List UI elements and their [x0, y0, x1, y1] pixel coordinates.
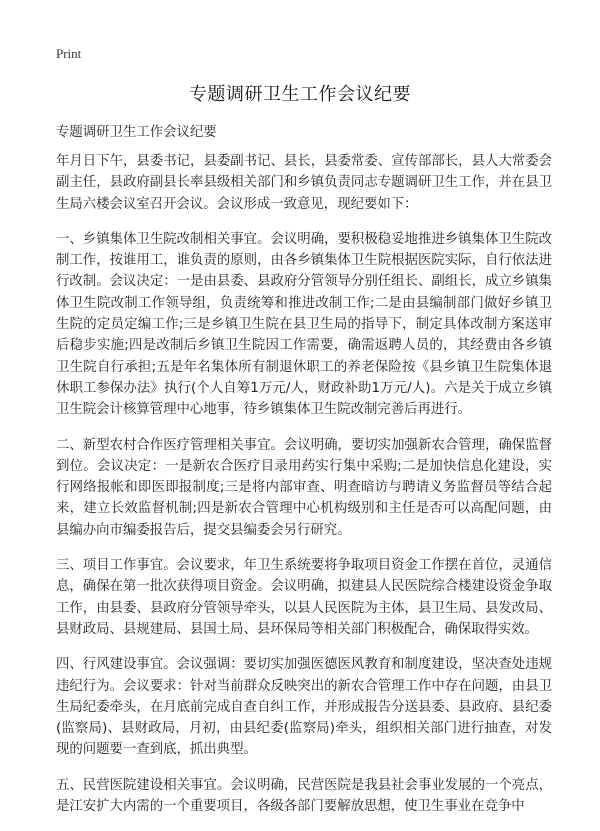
paragraph-section-2: 二、新型农村合作医疗管理相关事宜。会议明确，要切实加强新农合管理，确保监督到位。会议决定：一是新农合医疗目录用药实行集中采购;二是加快信息化建设，实行网络报帐和即医即报制度;三是将内部审查、明查暗访与聘请义务监督员等结合起来，建立长效监督机制;四是新农合管理中心机构级别和主任是否可以高配问题，由县编办向市编委报告后，提交县编委会另行研究。: [56, 437, 552, 538]
document-title: 专题调研卫生工作会议纪要: [189, 84, 411, 105]
paragraph-intro: 年月日下午，县委书记，县委副书记、县长，县委常委、宣传部部长，县人大常委会副主任，县政府副县长率县级相关部门和乡镇负责同志专题调研卫生工作，并在县卫生局六楼会议室召开会议。会议形成一致意见，现纪要如下：: [56, 154, 552, 212]
paragraph-section-3: 三、项目工作事宜。会议要求，年卫生系统要将争取项目资金工作摆在首位，灵通信息，确保在第一批次获得项目资金。会议明确，拟建县人民医院综合楼建设资金争取工作，由县委、县政府分管领导牵头，以县人民医院为主体，县卫生局、县发改局、县财政局、县规建局、县国土局、县环保局等相关部门积极配合，确保取得实效。: [56, 558, 552, 637]
document-body: [56, 151, 552, 831]
print-link[interactable]: Print: [56, 46, 82, 61]
document-subtitle: 专题调研卫生工作会议纪要: [56, 125, 217, 140]
paragraph-section-4: 四、行风建设事宜。会议强调：要切实加强医德医风教育和制度建设，坚决查处违规违纪行为。会议要求：针对当前群众反映突出的新农合管理工作中存在问题，由县卫生局纪委牵头，在月底前完成自查自纠工作，并形成报告分送县委、县政府、县纪委(监察局)、县财政局，月初，由县纪委(监察局)牵头，组织相关部门进行抽查，对发现的问题要一查到底，抓出典型。: [56, 657, 552, 758]
paragraph-section-5: 五、民营医院建设相关事宜。会议明确，民营医院是我县社会事业发展的一个亮点，是江安扩大内需的一个重要项目，各级各部门要解放思想，使卫生事业在竞争中: [56, 777, 552, 815]
paragraph-section-1: 一、乡镇集体卫生院改制相关事宜。会议明确，要积极稳妥地推进乡镇集体卫生院改制工作，按谁用工，谁负责的原则，由各乡镇集体卫生院根据医院实际，自行依法进行改制。会议决定：一是由县委、县政府分管领导分别任组长、副组长，成立乡镇集体卫生院改制工作领导组，负责统筹和推进改制工作;二是由县编制部门做好乡镇卫生院的定员定编工作;三是乡镇卫生院在县卫生局的指导下，制定具体改制方案送审后稳步实施;四是改制后乡镇卫生院因工作需要，确需返聘人员的，其经费由各乡镇卫生院自行承担;五是年名集体所有制退休职工的养老保险按《县乡镇卫生院集体退休职工参保办法》执行(个人自筹1万元/人，财政补助1万元/人)。六是关于成立乡镇卫生院会计核算管理中心地事，待乡镇集体卫生院改制完善后再进行。: [56, 231, 552, 418]
